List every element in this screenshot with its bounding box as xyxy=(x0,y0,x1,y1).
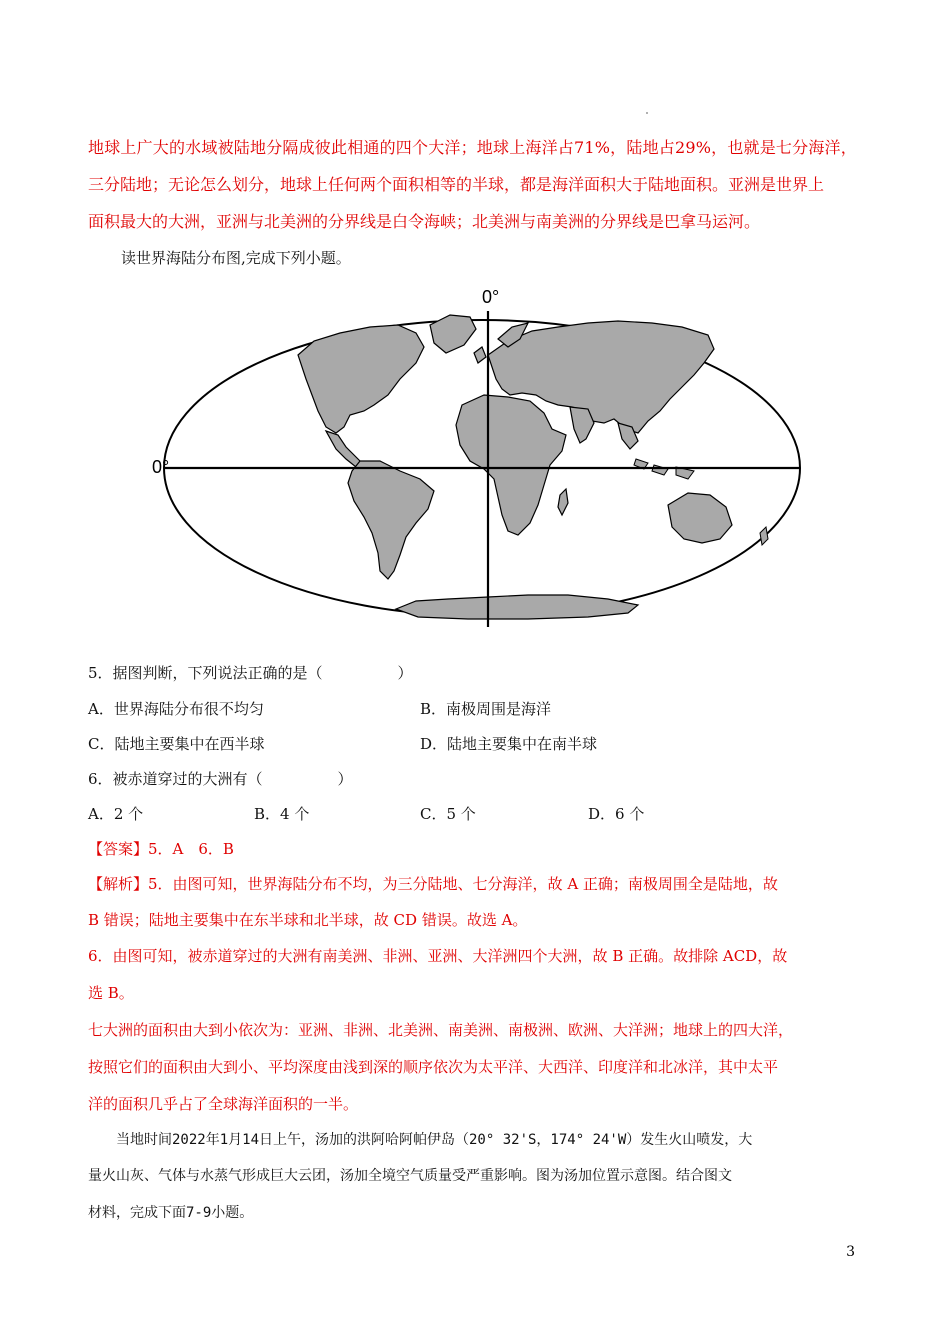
q5-option-a: A．世界海陆分布很不均匀 xyxy=(88,700,264,718)
answer-line: 【答案】5．A 6．B xyxy=(88,840,234,858)
intro-line-1: 地球上广大的水域被陆地分隔成彼此相通的四个大洋；地球上海洋占71%，陆地占29%，也就是七分海洋， xyxy=(88,138,857,157)
q5-option-b: B．南极周围是海洋 xyxy=(420,700,552,718)
intro-line-2: 三分陆地；无论怎么划分，地球上任何两个面积相等的半球，都是海洋面积大于陆地面积。亚洲是世界上 xyxy=(88,175,825,194)
q6-option-d: D．6 个 xyxy=(588,805,645,823)
analysis-line-7: 洋的面积几乎占了全球海洋面积的一半。 xyxy=(88,1095,359,1113)
tonga-line-2: 量火山灰、气体与水蒸气形成巨大云团，汤加全境空气质量受严重影响。图为汤加位置示意图。结合图文 xyxy=(88,1168,732,1184)
world-map-figure xyxy=(148,283,808,633)
analysis-line-1: 【解析】5．由图可知，世界海陆分布不均，为三分陆地、七分海洋，故 A 正确；南极周围全是陆地，故 xyxy=(88,875,778,893)
page-number: 3 xyxy=(846,1244,855,1260)
q6-option-c: C．5 个 xyxy=(420,805,476,823)
analysis-line-4: 选 B。 xyxy=(88,984,134,1002)
prime-meridian-label: 0° xyxy=(482,287,500,307)
intro-line-3: 面积最大的大洲，亚洲与北美洲的分界线是白令海峡；北美洲与南美洲的分界线是巴拿马运河。 xyxy=(88,212,761,231)
q6-option-b: B．4 个 xyxy=(254,805,310,823)
analysis-line-5: 七大洲的面积由大到小依次为：亚洲、非洲、北美洲、南美洲、南极洲、欧洲、大洋洲；地球上的四大洋， xyxy=(88,1021,794,1039)
tonga-line-3: 材料，完成下面7-9小题。 xyxy=(88,1205,254,1221)
equator-label: 0° xyxy=(152,457,170,477)
analysis-line-3: 6．由图可知，被赤道穿过的大洲有南美洲、非洲、亚洲、大洋洲四个大洲，故 B 正确。故排除 ACD，故 xyxy=(88,947,788,965)
q5-stem: 5．据图判断，下列说法正确的是（ ） xyxy=(88,664,413,682)
world-map-svg xyxy=(148,283,808,633)
stray-dot xyxy=(646,112,648,114)
q6-stem: 6．被赤道穿过的大洲有（ ） xyxy=(88,770,353,788)
analysis-line-6: 按照它们的面积由大到小、平均深度由浅到深的顺序依次为太平洋、大西洋、印度洋和北冰洋，其中太平 xyxy=(88,1058,779,1076)
q5-option-d: D．陆地主要集中在南半球 xyxy=(420,735,598,753)
q5-option-c: C．陆地主要集中在西半球 xyxy=(88,735,265,753)
analysis-line-2: B 错误；陆地主要集中在东半球和北半球，故 CD 错误。故选 A。 xyxy=(88,911,528,929)
tonga-line-1: 当地时间2022年1月14日上午，汤加的洪阿哈阿帕伊岛（20° 32'S，174° 24'W）发生火山喷发，大 xyxy=(88,1132,753,1148)
q6-option-a: A．2 个 xyxy=(88,805,144,823)
instruction-text: 读世界海陆分布图,完成下列小题。 xyxy=(121,249,351,267)
